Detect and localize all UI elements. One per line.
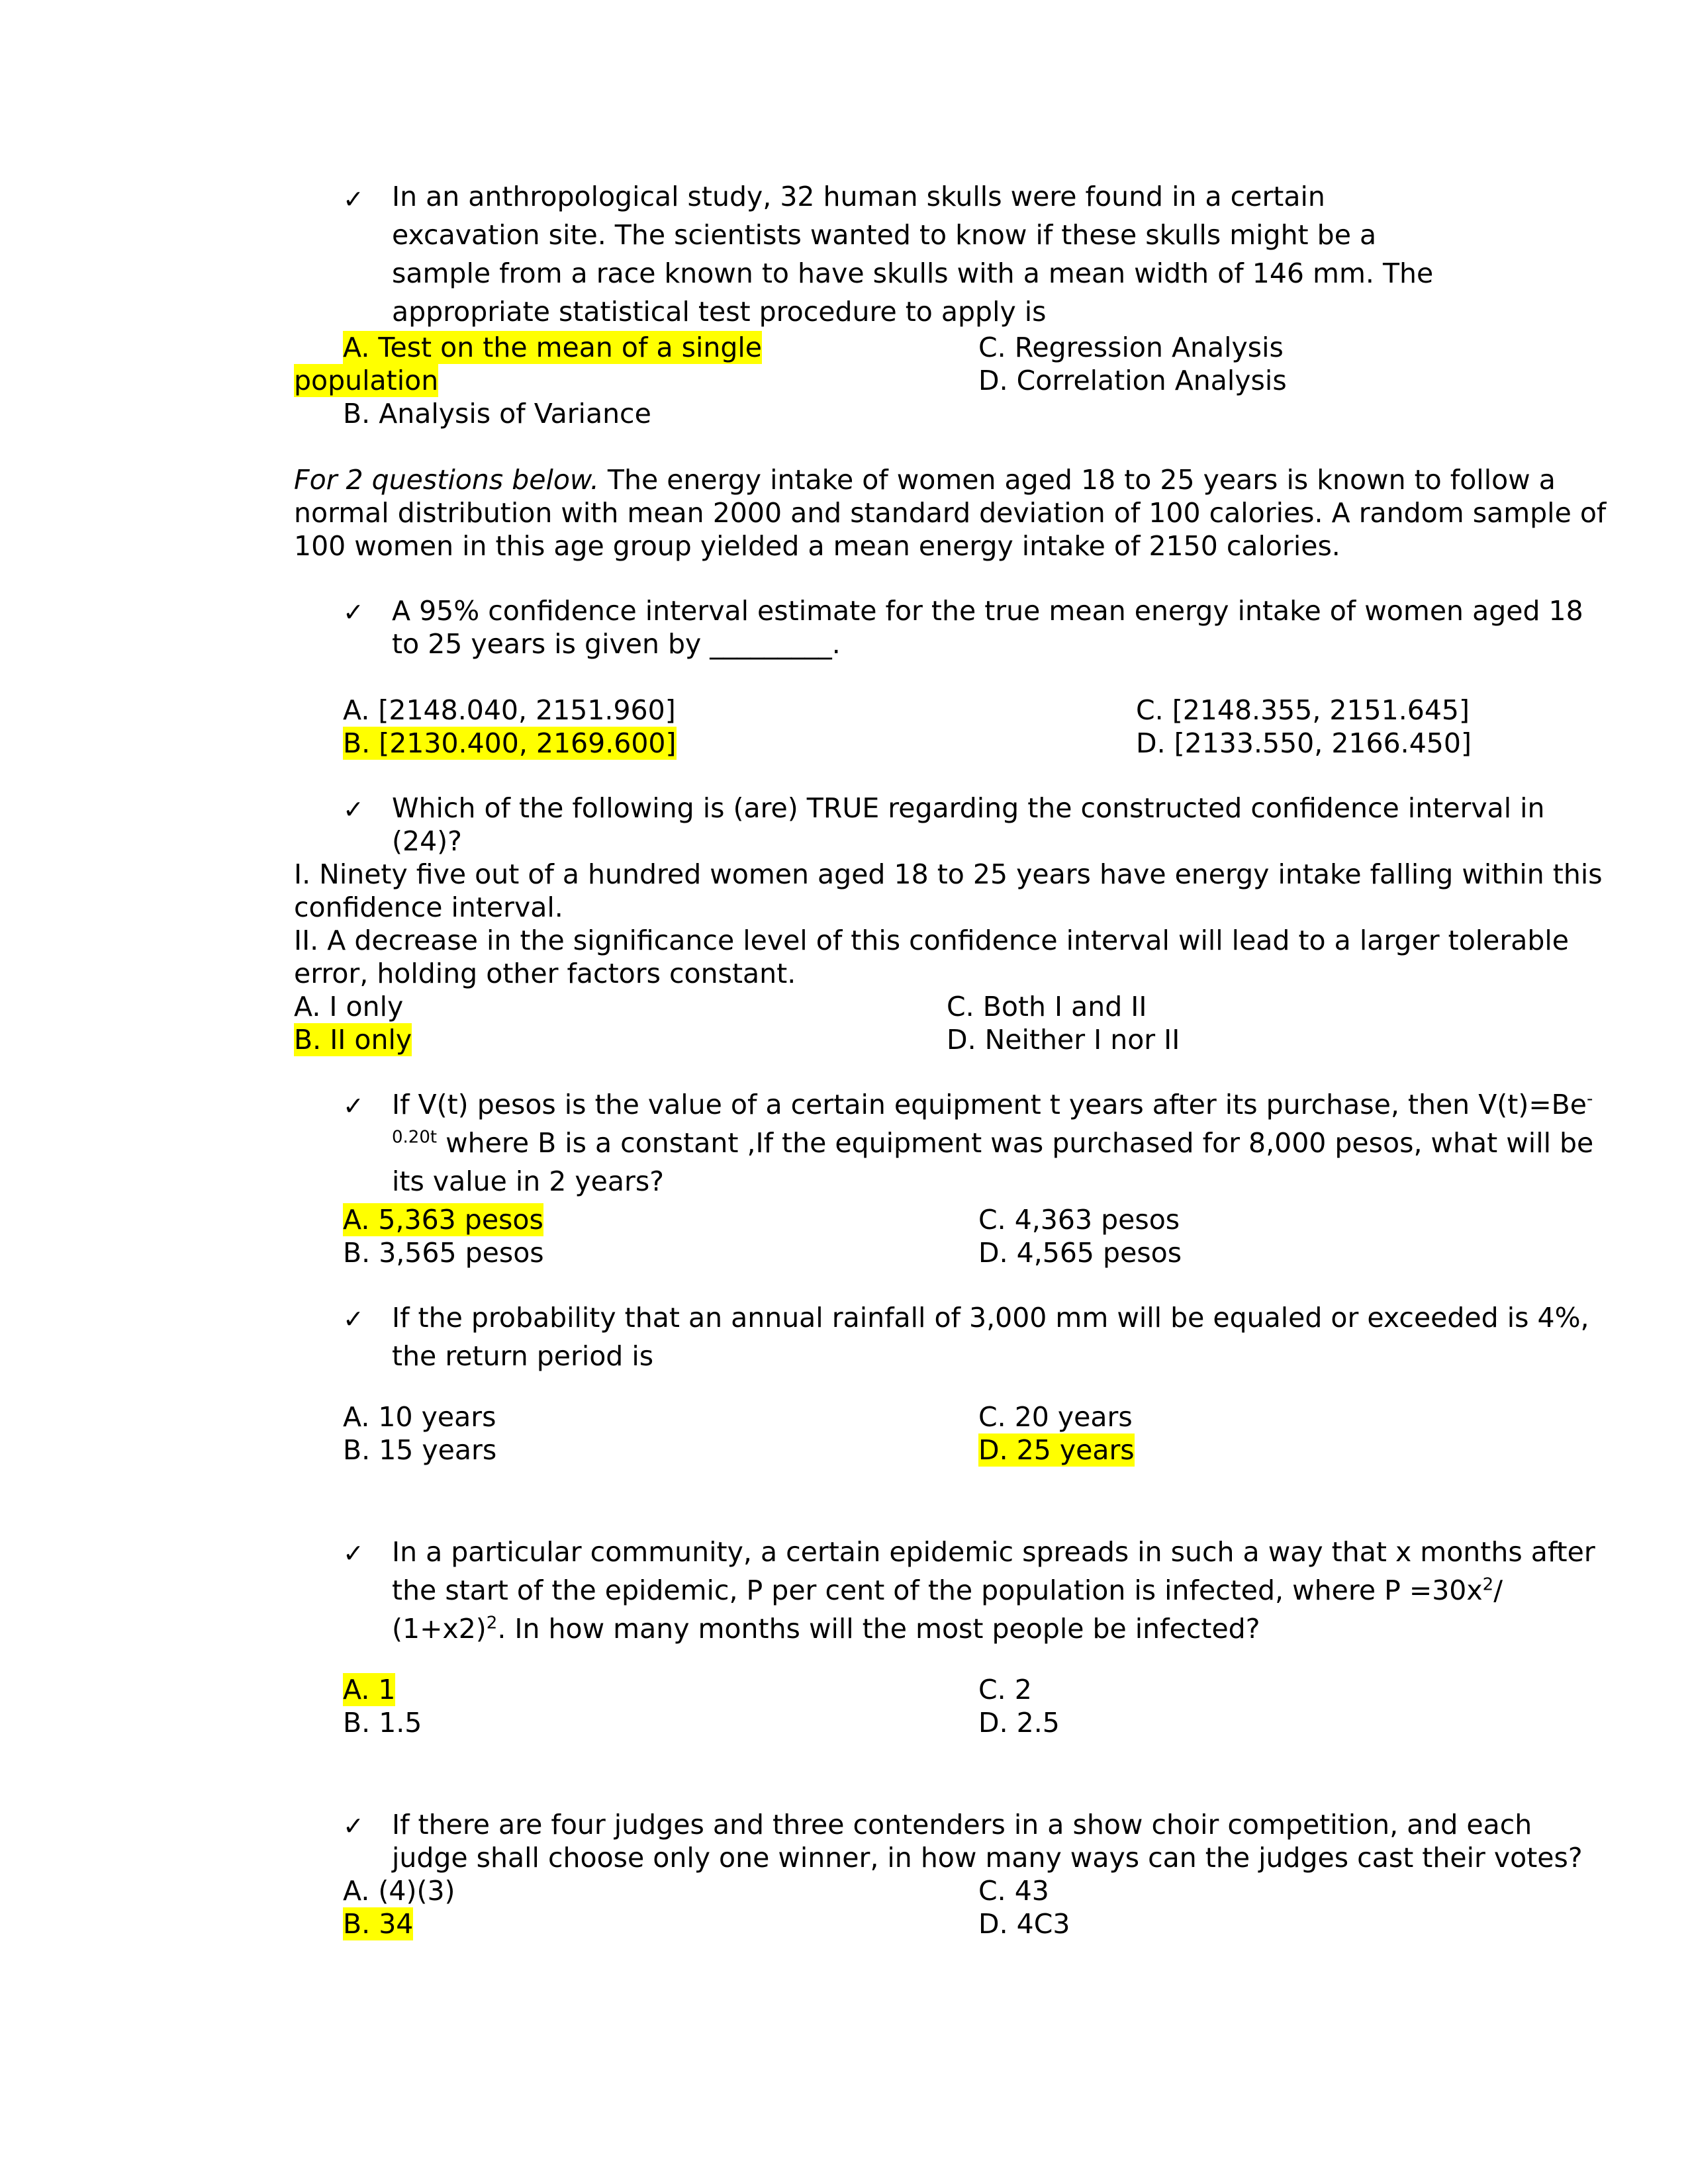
q6-line-2 — [392, 1574, 1503, 1607]
q5-option-d: D. 25 years — [978, 1434, 1135, 1466]
q3-line-2: (24)? — [392, 825, 462, 857]
q6-line-3 — [392, 1612, 1260, 1645]
checkmark-icon: ✓ — [343, 1091, 364, 1120]
checkmark-icon: ✓ — [343, 1539, 364, 1568]
q4-exponent: 0.20t — [392, 1127, 438, 1148]
q5-option-c: C. 20 years — [978, 1401, 1133, 1433]
q6-option-a: A. 1 — [343, 1674, 396, 1706]
q3-statement-1: I. Ninety five out of a hundred women aged 18 to 25 years have energy intake falling within this — [294, 858, 1603, 890]
checkmark-icon: ✓ — [343, 1811, 364, 1841]
q5-line-1: If the probability that an annual rainfall of 3,000 mm will be equaled or exceeded is 4%, — [392, 1302, 1589, 1334]
q1-option-c: C. Regression Analysis — [978, 332, 1284, 363]
q4-option-b: B. 3,565 pesos — [343, 1237, 544, 1269]
q2-option-d: D. [2133.550, 2166.450] — [1136, 727, 1472, 759]
q4-line-1-superscript: - — [1587, 1089, 1593, 1109]
checkmark-icon: ✓ — [343, 1304, 364, 1334]
checkmark-icon: ✓ — [343, 598, 364, 627]
q3-option-a: A. I only — [294, 991, 404, 1023]
q1-option-a: A. Test on the mean of a single — [343, 332, 762, 363]
q1-option-b: B. Analysis of Variance — [343, 398, 651, 430]
q2-option-a: A. [2148.040, 2151.960] — [343, 694, 676, 726]
q6-option-b: B. 1.5 — [343, 1707, 422, 1739]
q2-option-c: C. [2148.355, 2151.645] — [1136, 694, 1470, 726]
q5-option-b: B. 15 years — [343, 1434, 497, 1466]
q6-line-2-text: the start of the epidemic, P per cent of the population is infected, where P =30x — [392, 1574, 1483, 1606]
q3-statement-1-continued: confidence interval. — [294, 891, 563, 923]
q4-option-d: D. 4,565 pesos — [978, 1237, 1182, 1269]
q7-option-d: D. 4C3 — [978, 1908, 1070, 1940]
q3-line-1: Which of the following is (are) TRUE regarding the constructed confidence interval in — [392, 792, 1545, 824]
q6-line-2-superscript: 2 — [1482, 1574, 1494, 1595]
q5-option-a: A. 10 years — [343, 1401, 496, 1433]
q1-option-a-continued: population — [294, 365, 439, 396]
q4-line-3: its value in 2 years? — [392, 1165, 665, 1197]
q6-line-3-text: (1+x2) — [392, 1613, 487, 1645]
q3-statement-2: II. A decrease in the significance level of this confidence interval will lead to a larger tolerable — [294, 925, 1570, 956]
q4-line-2-text: where B is a constant ,If the equipment was purchased for 8,000 pesos, what will be — [437, 1127, 1594, 1159]
q6-option-c: C. 2 — [978, 1674, 1032, 1706]
q3-statement-2-continued: error, holding other factors constant. — [294, 958, 796, 989]
q2-line-2: to 25 years is given by _________. — [392, 628, 841, 660]
q1-option-d: D. Correlation Analysis — [978, 365, 1287, 396]
intro-line-2: normal distribution with mean 2000 and standard deviation of 100 calories. A random sample of — [294, 497, 1607, 529]
q5-line-2: the return period is — [392, 1340, 654, 1372]
q6-line-1: In a particular community, a certain epidemic spreads in such a way that x months after — [392, 1536, 1595, 1568]
q4-line-1 — [392, 1088, 1593, 1121]
q3-option-d: D. Neither I nor II — [947, 1024, 1180, 1056]
q6-line-3-end: . In how many months will the most people be infected? — [497, 1613, 1260, 1645]
q7-line-2: judge shall choose only one winner, in how many ways can the judges cast their votes? — [392, 1842, 1583, 1874]
q4-option-a: A. 5,363 pesos — [343, 1204, 543, 1236]
q6-option-d: D. 2.5 — [978, 1707, 1060, 1739]
intro-line-3: 100 women in this age group yielded a mean energy intake of 2150 calories. — [294, 530, 1340, 562]
q7-line-1: If there are four judges and three contenders in a show choir competition, and each — [392, 1809, 1532, 1841]
q3-option-b: B. II only — [294, 1024, 412, 1056]
q4-option-c: C. 4,363 pesos — [978, 1204, 1180, 1236]
checkmark-icon: ✓ — [343, 795, 364, 824]
question-1-text: In an anthropological study, 32 human skulls were found in a certain excavation site. The scientists wanted to know if these skulls might be a sample from a race known to have skulls with a mean width of 146 mm. The appropriate statistical test procedure to apply is — [392, 181, 1434, 328]
intro-rest: The energy intake of women aged 18 to 25 years is known to follow a — [598, 464, 1556, 496]
intro-italic: For 2 questions below. — [294, 464, 599, 496]
q7-option-a: A. (4)(3) — [343, 1875, 455, 1907]
checkmark-icon: ✓ — [343, 185, 364, 214]
q7-option-c: C. 43 — [978, 1875, 1049, 1907]
q4-line-2 — [392, 1126, 1593, 1160]
q7-option-b: B. 34 — [343, 1908, 414, 1940]
q2-option-b: B. [2130.400, 2169.600] — [343, 727, 677, 759]
q3-option-c: C. Both I and II — [947, 991, 1147, 1023]
q6-line-2-end: / — [1493, 1574, 1503, 1606]
q4-line-1-text: If V(t) pesos is the value of a certain equipment t years after its purchase, then V(t)=Be — [392, 1089, 1587, 1120]
intro-line-1 — [294, 463, 1556, 496]
q2-line-1: A 95% confidence interval estimate for the true mean energy intake of women aged 18 — [392, 595, 1583, 627]
q6-line-3-superscript: 2 — [486, 1613, 498, 1633]
